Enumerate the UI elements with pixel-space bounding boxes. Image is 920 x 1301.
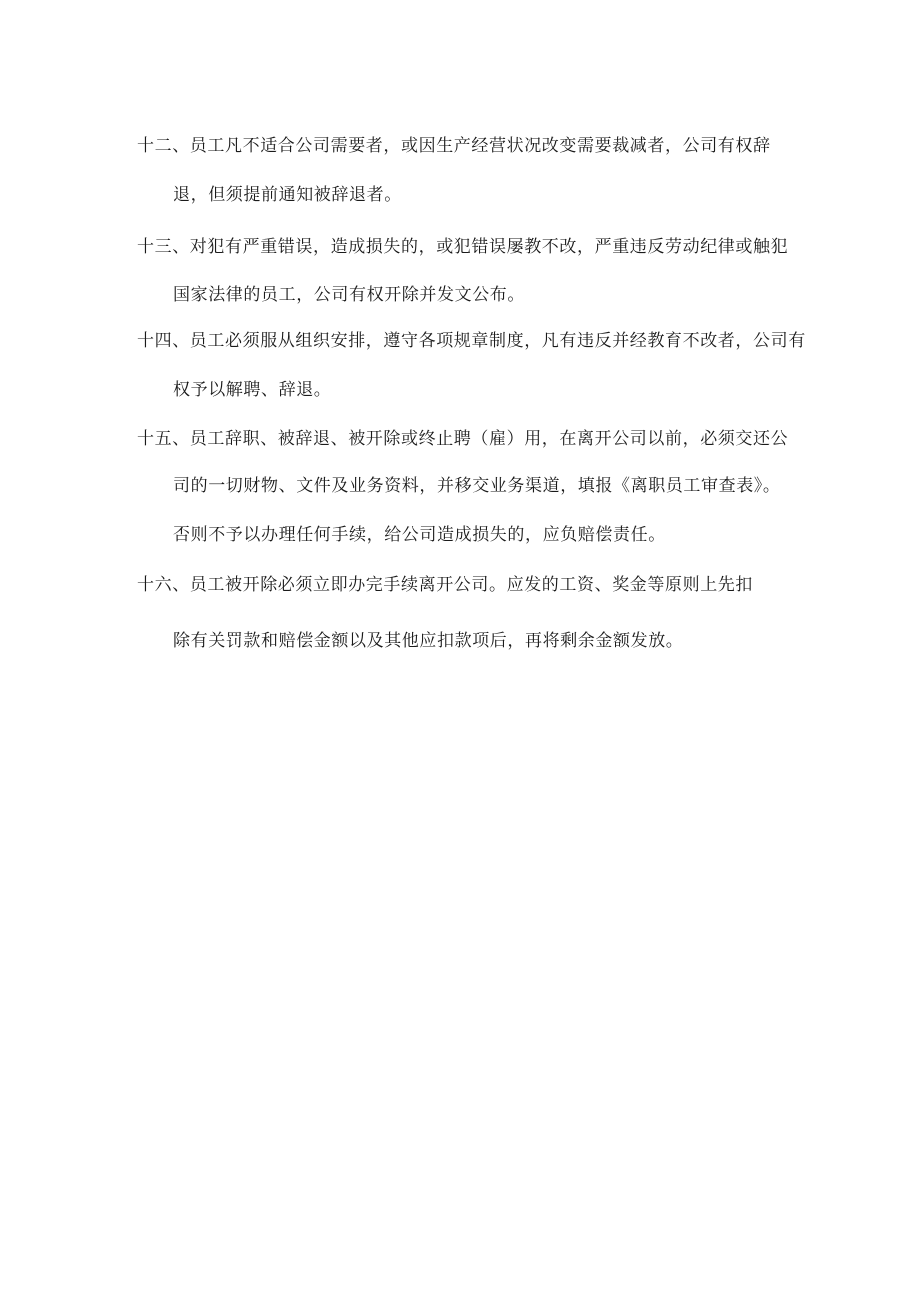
clause-line: 十六、员工被开除必须立即办完手续离开公司。应发的工资、奖金等原则上先扣 bbox=[137, 575, 753, 595]
clause-line: 十四、员工必须服从组织安排，遵守各项规章制度，凡有违反并经教育不改者，公司有 bbox=[137, 331, 806, 351]
clause-line: 退，但须提前通知被辞退者。 bbox=[173, 185, 402, 205]
clause-line: 权予以解聘、辞退。 bbox=[173, 380, 332, 400]
clause-line: 除有关罚款和赔偿金额以及其他应扣款项后，再将剩余金额发放。 bbox=[173, 631, 684, 651]
clause-line: 十二、员工凡不适合公司需要者，或因生产经营状况改变需要裁减者，公司有权辞 bbox=[137, 136, 771, 156]
clause-line: 司的一切财物、文件及业务资料，并移交业务渠道，填报《离职员工审查表》。 bbox=[173, 476, 781, 496]
clause-line: 十三、对犯有严重错误，造成损失的，或犯错误屡教不改，严重违反劳动纪律或触犯 bbox=[137, 237, 789, 257]
clause-line: 国家法律的员工，公司有权开除并发文公布。 bbox=[173, 285, 525, 305]
clause-line: 否则不予以办理任何手续，给公司造成损失的，应负赔偿责任。 bbox=[173, 525, 666, 545]
clause-line: 十五、员工辞职、被辞退、被开除或终止聘（雇）用，在离开公司以前，必须交还公 bbox=[137, 429, 789, 449]
